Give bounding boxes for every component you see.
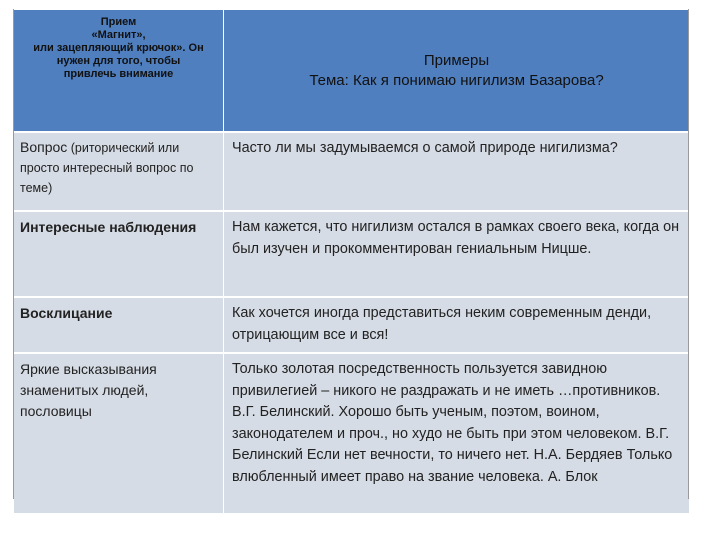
example-cell: Как хочется иногда представиться неким современным денди, отрицающим все и вся! xyxy=(224,297,690,353)
table-row xyxy=(14,132,690,211)
header-technique-line: «Магнит», xyxy=(91,29,146,41)
technique-cell: Яркие высказывания знаменитых людей, пословицы xyxy=(14,353,224,514)
technique-label-note: (риторический или просто интересный вопрос по теме) xyxy=(20,141,194,195)
table-row xyxy=(14,297,690,353)
header-technique-cell xyxy=(14,10,224,133)
table-row xyxy=(14,353,690,514)
header-technique-line: привлечь внимание xyxy=(63,68,174,80)
example-cell: Только золотая посредственность пользуется завидною привилегией – никого не раздражать и не иметь …противников. В.Г. Белинский. Хорошо быть ученым, поэтом, воином, законодателем и проч., но худо не быть при этом человеком. В.Г. Белинский Если нет вечности, то ничего нет. Н.А. Бердяев Только влюбленный имеет право на звание человека. А. Блок xyxy=(224,353,690,514)
header-technique-line: Прием xyxy=(100,16,137,28)
technique-cell xyxy=(14,132,224,211)
technique-cell: Интересные наблюдения xyxy=(14,211,224,297)
header-examples-subtitle: Тема: Как я понимаю нигилизм Базарова? xyxy=(309,71,604,89)
header-examples-title: Примеры xyxy=(423,51,490,69)
technique-label-main: Вопрос xyxy=(20,139,68,155)
table-row xyxy=(14,211,690,297)
technique-cell: Восклицание xyxy=(14,297,224,353)
techniques-table xyxy=(13,9,690,515)
header-technique-line: или зацепляющий крючок». Он xyxy=(33,42,204,54)
example-cell: Нам кажется, что нигилизм остался в рамках своего века, когда он был изучен и прокомментирован гениальным Ницше. xyxy=(224,211,690,297)
example-cell: Часто ли мы задумываемся о самой природе нигилизма? xyxy=(224,132,690,211)
table-header-row xyxy=(14,10,690,133)
header-examples-cell xyxy=(224,10,690,133)
header-technique-line: нужен для того, чтобы xyxy=(56,55,181,67)
slide-table-container xyxy=(13,9,689,515)
